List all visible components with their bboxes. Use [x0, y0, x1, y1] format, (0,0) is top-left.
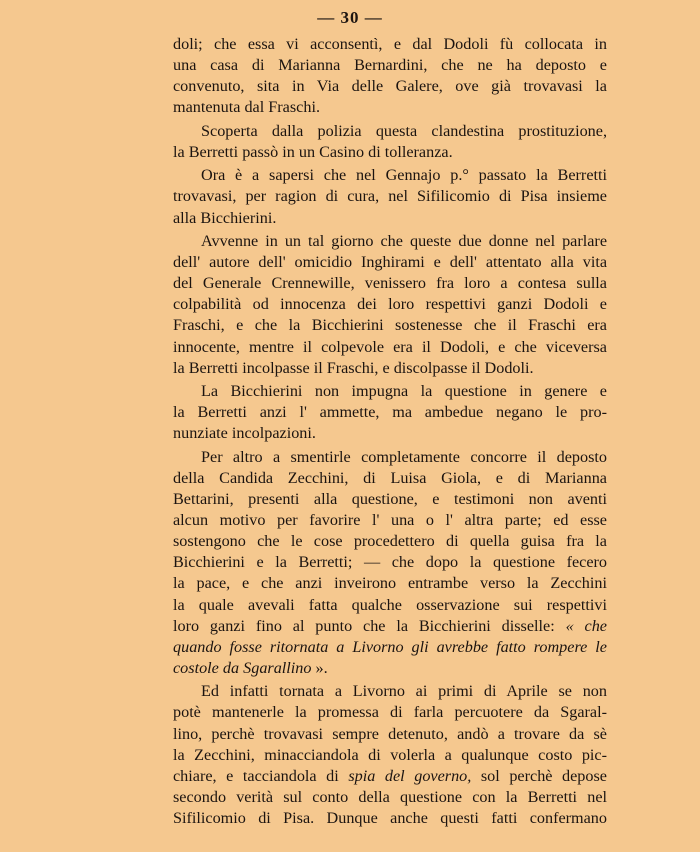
text-line	[173, 637, 607, 658]
paragraph	[173, 165, 607, 228]
quote-open: « che	[565, 616, 607, 635]
text-line: la quale avevali fatta qualche osservazione sui respettivi	[173, 595, 607, 614]
text-line: Bicchierini e la Berretti; — che dopo la questione fecero	[173, 553, 607, 572]
text-line: Avvenne in un tal giorno che queste due donne nel parlare	[201, 231, 607, 250]
text-line: la Berretti anzi l' ammette, ma ambedue negano le pro-	[173, 403, 607, 422]
text-segment: chiare, e tacciandola di	[173, 766, 349, 785]
text-line: Per altro a smentirle completamente concorre il deposto	[201, 447, 607, 466]
text-line: potè mantenerle la promessa di farla percuotere da Sgaral-	[173, 703, 607, 722]
text-line: La Bicchierini non impugna la questione in genere e	[201, 382, 607, 400]
text-line	[173, 766, 607, 787]
text-line: Bettarini, presenti alla questione, e testimoni non aventi	[173, 489, 607, 508]
text-line: alcun motivo per favorire l' una o l' altra parte; ed esse	[173, 511, 607, 530]
text-line: la Zecchini, minacciandola di volerla a qualunque costo pic-	[173, 745, 607, 764]
text-line: dell' autore dell' omicidio Inghirami e dell' attentato alla vita	[173, 252, 607, 271]
paragraph	[173, 121, 607, 163]
paragraph	[173, 681, 607, 829]
text-line: convenuto, sita in Via delle Galere, ove già trovavasi la	[173, 77, 607, 96]
paragraph	[173, 381, 607, 444]
text-line: sostengono che le cose procedettero di quella guisa fra la	[173, 532, 607, 551]
text-line: doli; che essa vi acconsentì, e dal Dodoli fù collocata in	[173, 35, 607, 53]
text-line: la Berretti incolpasse il Fraschi, e discolpasse il Dodoli.	[173, 358, 534, 377]
text-line: innocente, mentre il colpevole era il Dodoli, e che viceversa	[173, 337, 607, 356]
text-line: trovavasi, per ragion di cura, nel Sifilicomio di Pisa insieme	[173, 187, 607, 206]
text-line: della Candida Zecchini, di Luisa Giola, e di Marianna	[173, 468, 607, 487]
text-line: la Berretti passò in un Casino di tolleranza.	[173, 142, 453, 161]
paragraph	[173, 34, 607, 119]
text-line: Ed infatti tornata a Livorno ai primi di Aprile se non	[201, 682, 607, 701]
quote-text: costole da Sgarallino	[173, 659, 312, 678]
quote-text: quando fosse ritornata a Livorno gli avrebbe fatto rompere le	[173, 637, 607, 656]
text-line: Fraschi, e che la Bicchierini sostenesse che il Fraschi era	[173, 316, 607, 335]
text-line: Scoperta dalla polizia questa clandestina prostituzione,	[201, 121, 607, 140]
text-line: colpabilità od innocenza dei loro respettivi ganzi Dodoli e	[173, 295, 607, 314]
text-line	[173, 658, 607, 679]
paragraph	[173, 231, 607, 379]
text-line: la pace, e che anzi inveirono entrambe verso la Zecchini	[173, 574, 607, 593]
text-line: una casa di Marianna Bernardini, che ne ha deposto e	[173, 56, 607, 75]
text-line	[173, 616, 607, 637]
page-number: — 30 —	[317, 8, 383, 27]
quote-close: ».	[311, 659, 328, 678]
text-line: lino, perchè trovavasi sempre detenuto, andò a trovare da sè	[173, 724, 607, 743]
text-line: del Generale Crennewille, venissero fra loro a contesa sulla	[173, 274, 607, 293]
body-text	[173, 34, 607, 829]
text-segment: sol perchè depose	[471, 766, 607, 785]
text-segment: loro ganzi fino al punto che la Bicchierini disselle:	[173, 616, 555, 635]
text-line: Ora è a sapersi che nel Gennajo p.° passato la Berretti	[201, 166, 607, 185]
italic-phrase: spia del governo,	[348, 766, 472, 785]
paragraph	[173, 447, 607, 680]
text-line: secondo verità sul conto della questione con la Berretti nel	[173, 788, 607, 807]
text-line: nunziate incolpazioni.	[173, 424, 316, 443]
text-line: Sifilicomio di Pisa. Dunque anche questi fatti confermano	[173, 809, 607, 828]
text-line: alla Bicchierini.	[173, 208, 277, 227]
text-line: mantenuta dal Fraschi.	[173, 98, 320, 117]
